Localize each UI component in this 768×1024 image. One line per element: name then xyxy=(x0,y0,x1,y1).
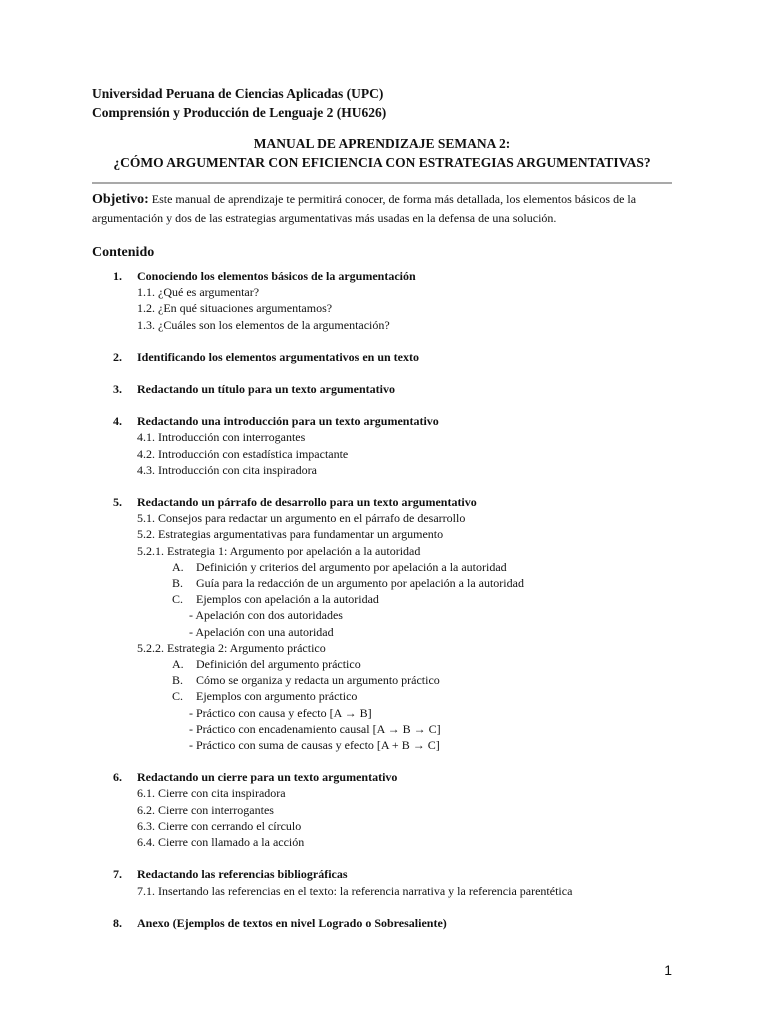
section-number: 8. xyxy=(113,915,122,930)
objective-label: Objetivo: xyxy=(92,192,149,207)
objective-paragraph xyxy=(92,190,672,228)
item-text: Ejemplos con argumento práctico xyxy=(196,689,358,704)
list-item: 6.2. Cierre con interrogantes xyxy=(137,802,274,817)
list-item xyxy=(92,591,672,607)
item-text: Definición y criterios del argumento por apelación a la autoridad xyxy=(196,559,507,574)
list-item: - Práctico con encadenamiento causal [A → B → C] xyxy=(189,721,441,736)
section-title xyxy=(92,349,672,365)
list-item xyxy=(92,688,672,704)
list-item xyxy=(92,672,672,688)
section-8 xyxy=(92,915,672,931)
section-4 xyxy=(92,413,672,478)
section-3 xyxy=(92,381,672,397)
section-number: 6. xyxy=(113,770,122,785)
section-1 xyxy=(92,268,672,333)
section-number: 7. xyxy=(113,867,122,882)
section-2 xyxy=(92,349,672,365)
item-text: Definición del argumento práctico xyxy=(196,657,361,672)
item-text: Guía para la redacción de un argumento por apelación a la autoridad xyxy=(196,576,524,591)
section-number: 2. xyxy=(113,349,122,364)
course-name: Comprensión y Producción de Lenguaje 2 (HU626) xyxy=(92,105,387,120)
list-item: 4.2. Introducción con estadística impactante xyxy=(137,446,349,461)
section-title-text: Anexo (Ejemplos de textos en nivel Logrado o Sobresaliente) xyxy=(137,915,447,930)
title-line-2: ¿CÓMO ARGUMENTAR CON EFICIENCIA CON ESTRATEGIAS ARGUMENTATIVAS? xyxy=(113,155,651,170)
section-title xyxy=(92,413,672,429)
item-text: Ejemplos con apelación a la autoridad xyxy=(196,592,379,607)
list-item: 1.3. ¿Cuáles son los elementos de la argumentación? xyxy=(137,317,390,332)
strategy-1-title: 5.2.1. Estrategia 1: Argumento por apelación a la autoridad xyxy=(137,543,421,558)
list-item xyxy=(92,575,672,591)
section-number: 4. xyxy=(113,414,122,429)
section-7 xyxy=(92,866,672,898)
section-title-text: Redactando una introducción para un texto argumentativo xyxy=(137,414,439,429)
section-title xyxy=(92,268,672,284)
list-item: 6.3. Cierre con cerrando el círculo xyxy=(137,818,302,833)
section-title-text: Redactando un párrafo de desarrollo para un texto argumentativo xyxy=(137,495,477,510)
objective-text: Este manual de aprendizaje te permitirá conocer, de forma más detallada, los elementos básicos de la argumentación y dos de las estrategias argumentativas más usadas en la defensa de una solución. xyxy=(92,192,637,225)
section-5 xyxy=(92,494,672,753)
section-title xyxy=(92,494,672,510)
section-title-text: Redactando un cierre para un texto argumentativo xyxy=(137,770,398,785)
list-item: 4.1. Introducción con interrogantes xyxy=(137,430,306,445)
list-item xyxy=(92,559,672,575)
section-title xyxy=(92,915,672,931)
list-item: 1.1. ¿Qué es argumentar? xyxy=(137,285,260,300)
item-letter: A. xyxy=(172,559,184,574)
section-6 xyxy=(92,769,672,850)
contents-heading: Contenido xyxy=(92,245,155,260)
strategy-2-title: 5.2.2. Estrategia 2: Argumento práctico xyxy=(137,640,326,655)
section-title xyxy=(92,769,672,785)
item-letter: C. xyxy=(172,689,184,704)
institution-name: Universidad Peruana de Ciencias Aplicadas (UPC) xyxy=(92,86,384,101)
section-title-text: Conociendo los elementos básicos de la argumentación xyxy=(137,269,416,283)
list-item: - Apelación con una autoridad xyxy=(189,624,334,639)
list-item: 4.3. Introducción con cita inspiradora xyxy=(137,462,317,477)
title-line-1: MANUAL DE APRENDIZAJE SEMANA 2: xyxy=(253,136,511,151)
list-item: 6.1. Cierre con cita inspiradora xyxy=(137,786,286,801)
section-title-text: Redactando las referencias bibliográficas xyxy=(137,867,348,882)
section-number: 5. xyxy=(113,495,122,510)
section-number: 1. xyxy=(113,269,122,283)
list-item: 5.1. Consejos para redactar un argumento en el párrafo de desarrollo xyxy=(137,511,466,526)
document-page xyxy=(92,84,672,931)
list-item: 1.2. ¿En qué situaciones argumentamos? xyxy=(137,301,333,316)
item-letter: B. xyxy=(172,673,184,688)
section-title xyxy=(92,866,672,882)
list-item: - Apelación con dos autoridades xyxy=(189,608,343,623)
section-title xyxy=(92,381,672,397)
section-title-text: Identificando los elementos argumentativos en un texto xyxy=(137,349,419,364)
manual-title xyxy=(92,134,672,172)
list-item: 6.4. Cierre con llamado a la acción xyxy=(137,835,305,850)
section-title-text: Redactando un título para un texto argumentativo xyxy=(137,382,396,397)
list-item xyxy=(92,656,672,672)
list-item: 5.2. Estrategias argumentativas para fundamentar un argumento xyxy=(137,527,444,542)
list-item: - Práctico con causa y efecto [A → B] xyxy=(189,705,372,720)
item-letter: A. xyxy=(172,657,184,672)
item-letter: B. xyxy=(172,576,184,591)
page-number: 1 xyxy=(664,962,672,978)
item-text: Cómo se organiza y redacta un argumento práctico xyxy=(196,673,440,688)
section-number: 3. xyxy=(113,382,122,397)
list-item: - Práctico con suma de causas y efecto [A + B → C] xyxy=(189,738,440,753)
list-item: 7.1. Insertando las referencias en el texto: la referencia narrativa y la referencia parentética xyxy=(137,883,573,898)
title-divider xyxy=(92,182,672,184)
item-letter: C. xyxy=(172,592,184,607)
